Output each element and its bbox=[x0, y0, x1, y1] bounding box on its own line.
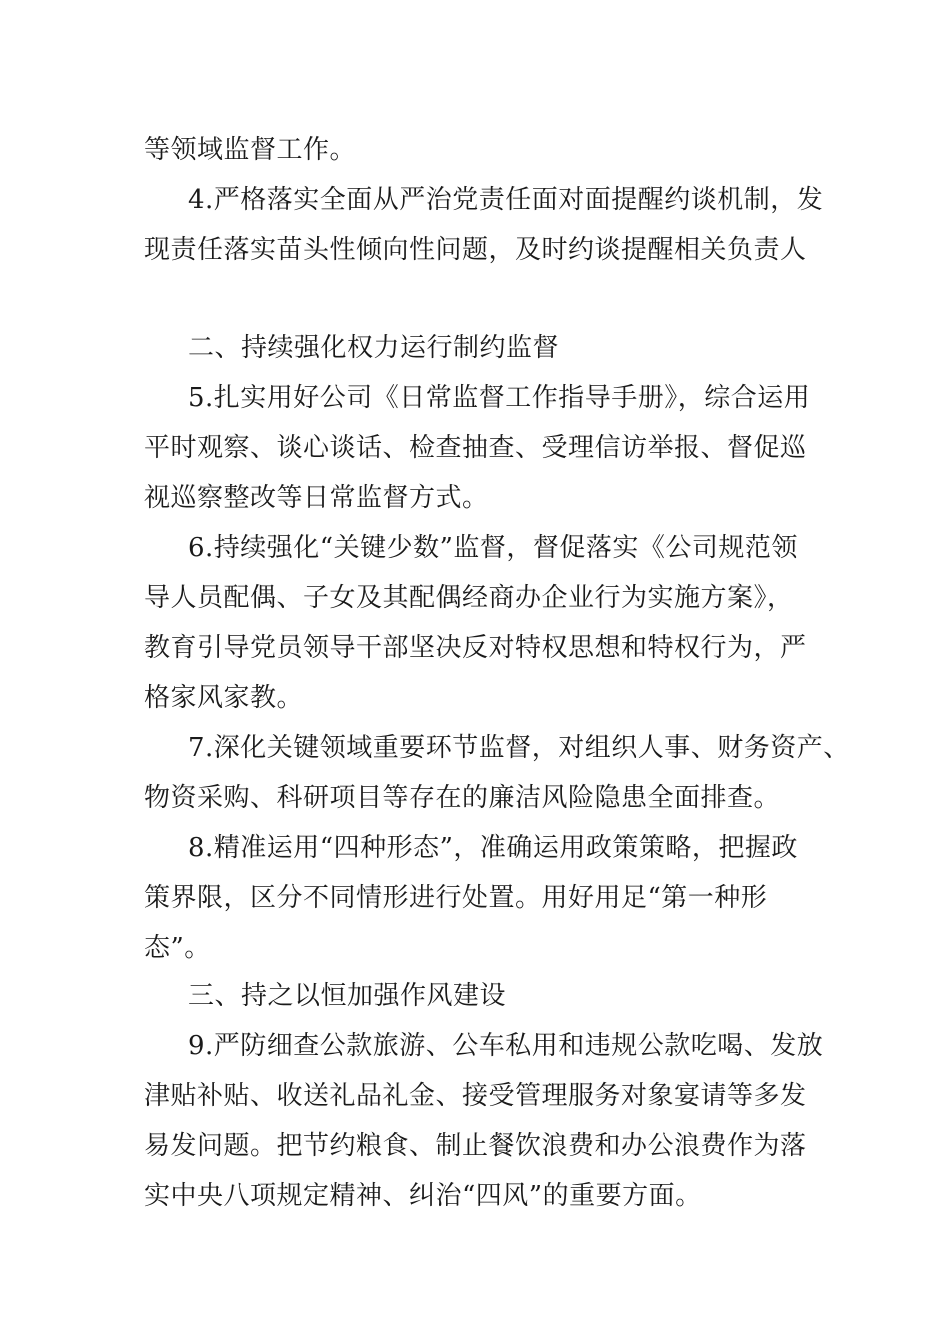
item-7-line: 7.深化关键领域重要环节监督，对组织人事、财务资产、 bbox=[188, 733, 850, 763]
paragraph-line: 现责任落实苗头性倾向性问题，及时约谈提醒相关负责人 bbox=[144, 235, 807, 265]
item-8-line: 8.精准运用“四种形态”，准确运用政策策略，把握政 bbox=[188, 833, 798, 863]
paragraph-line: 津贴补贴、收送礼品礼金、接受管理服务对象宴请等多发 bbox=[144, 1081, 807, 1111]
item-4-line: 4.严格落实全面从严治党责任面对面提醒约谈机制，发 bbox=[188, 185, 824, 215]
paragraph-line: 等领域监督工作。 bbox=[144, 135, 357, 165]
item-6-line: 6.持续强化“关键少数”监督，督促落实《公司规范领 bbox=[188, 533, 798, 563]
paragraph-line: 策界限，区分不同情形进行处置。用好用足“第一种形 bbox=[144, 883, 768, 913]
section-heading-2: 二、持续强化权力运行制约监督 bbox=[188, 333, 560, 363]
paragraph-line: 平时观察、谈心谈话、检查抽查、受理信访举报、督促巡 bbox=[144, 433, 807, 463]
paragraph-line: 态”。 bbox=[144, 933, 211, 963]
paragraph-line: 视巡察整改等日常监督方式。 bbox=[144, 483, 489, 513]
paragraph-line: 易发问题。把节约粮食、制止餐饮浪费和办公浪费作为落 bbox=[144, 1131, 807, 1161]
item-5-line: 5.扎实用好公司《日常监督工作指导手册》，综合运用 bbox=[188, 383, 811, 413]
item-9-line: 9.严防细查公款旅游、公车私用和违规公款吃喝、发放 bbox=[188, 1031, 824, 1061]
paragraph-line: 实中央八项规定精神、纠治“四风”的重要方面。 bbox=[144, 1181, 702, 1211]
paragraph-line: 导人员配偶、子女及其配偶经商办企业行为实施方案》， bbox=[144, 583, 794, 613]
paragraph-line: 教育引导党员领导干部坚决反对特权思想和特权行为，严 bbox=[144, 633, 807, 663]
section-heading-3: 三、持之以恒加强作风建设 bbox=[188, 981, 507, 1011]
paragraph-line: 格家风家教。 bbox=[144, 683, 304, 713]
paragraph-line: 物资采购、科研项目等存在的廉洁风险隐患全面排查。 bbox=[144, 783, 781, 813]
